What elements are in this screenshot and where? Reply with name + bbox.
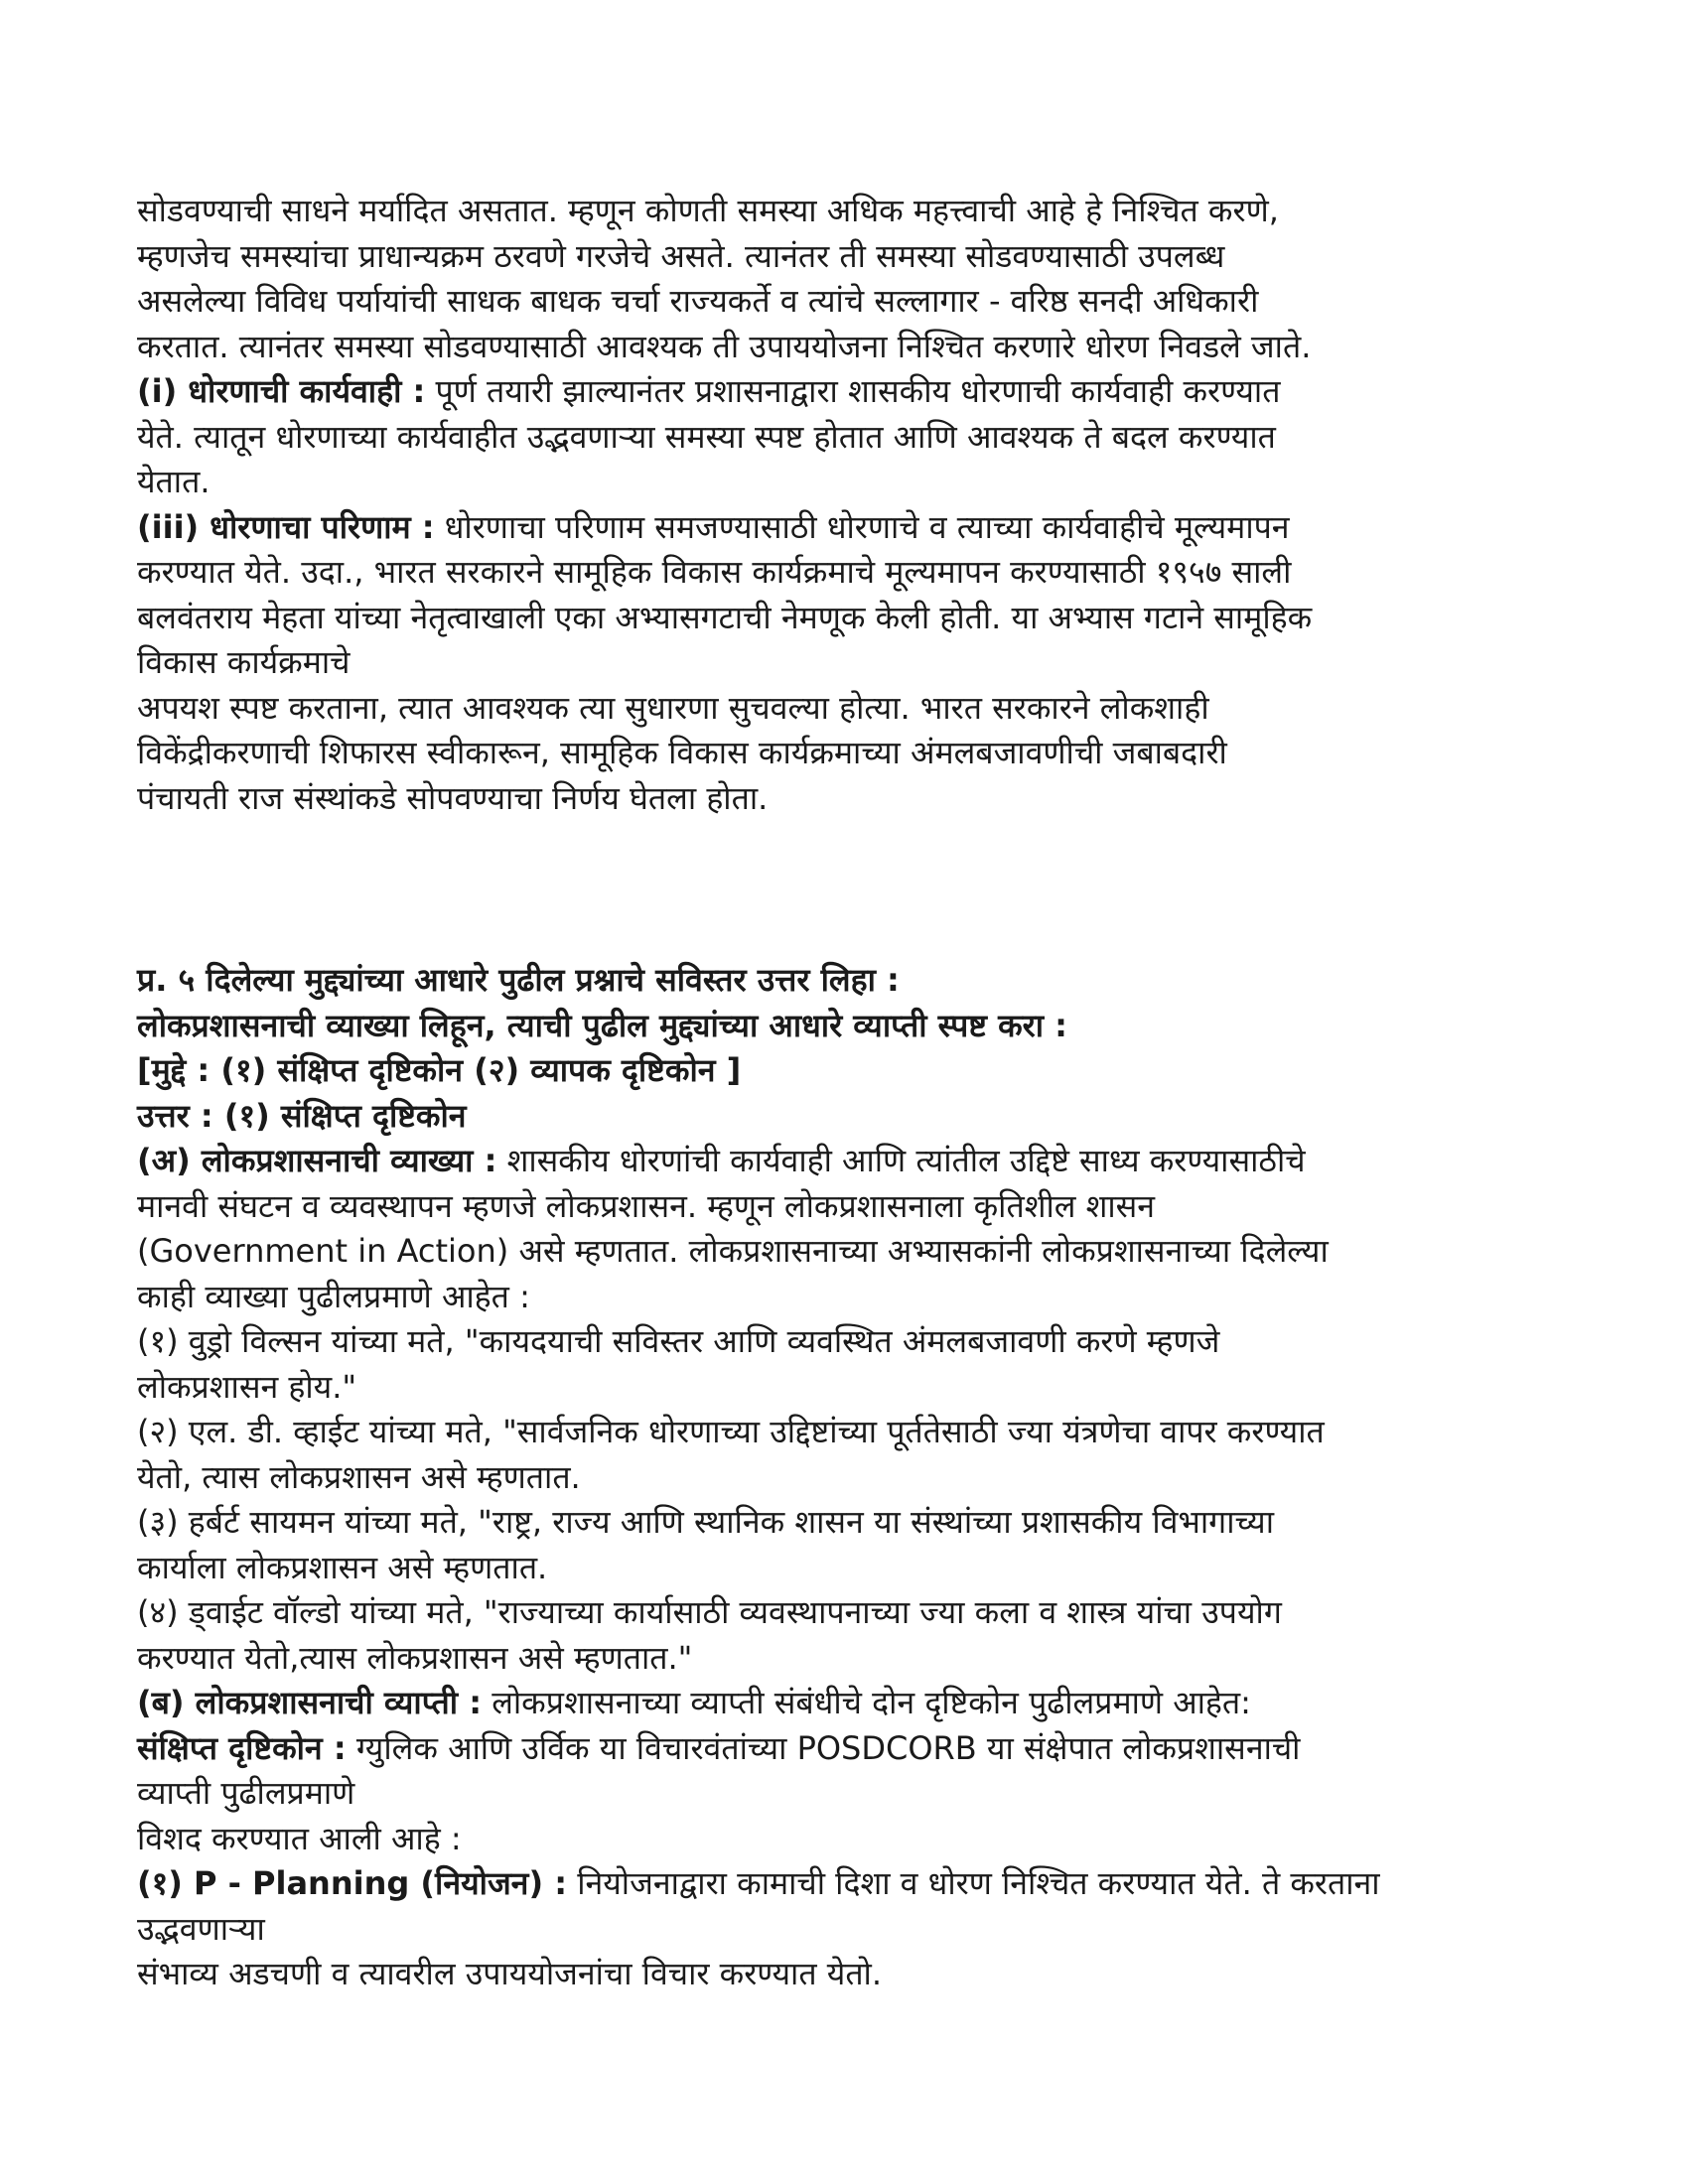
document-page bbox=[137, 189, 1557, 2013]
text-line bbox=[137, 369, 1557, 415]
text-line: उद्भवणाऱ्या bbox=[137, 1909, 265, 1948]
text-line: सोडवण्याची साधने मर्यादित असतात. म्हणून कोणती समस्या अधिक महत्त्वाची आहे हे निश्चित करणे, bbox=[137, 192, 1279, 229]
section-label: (ब) लोकप्रशासनाची व्याप्ती : bbox=[137, 1684, 483, 1721]
section-label: (i) धोरणाची कार्यवाही : bbox=[137, 372, 426, 410]
text-line: विशद करण्यात आली आहे : bbox=[137, 1819, 462, 1857]
answer-heading: उत्तर : (१) संक्षिप्त दृष्टिकोन bbox=[137, 1096, 467, 1135]
text-line: येतात. bbox=[137, 463, 211, 500]
intro-paragraph bbox=[137, 189, 1557, 369]
text-line: व्याप्ती पुढीलप्रमाणे bbox=[137, 1774, 355, 1812]
section-label: संक्षिप्त दृष्टिकोन : bbox=[137, 1728, 347, 1767]
section-text: पूर्ण तयारी झाल्यानंतर प्रशासनाद्वारा शासकीय धोरणाची कार्यवाही करण्यात bbox=[425, 372, 1281, 410]
section-text: लोकप्रशासनाच्या व्याप्ती संबंधीचे दोन दृष्टिकोन पुढीलप्रमाणे आहेत: bbox=[482, 1684, 1251, 1721]
section-spacer bbox=[137, 821, 1557, 958]
text-line: करण्यात येतो,त्यास लोकप्रशासन असे म्हणतात." bbox=[137, 1638, 693, 1677]
text-line: पंचायती राज संस्थांकडे सोपवण्याचा निर्णय घेतला होता. bbox=[137, 778, 769, 817]
definition-section bbox=[137, 1139, 1557, 1681]
section-label: (१) P - Planning (नियोजन) : bbox=[137, 1864, 568, 1902]
text-line: मानवी संघटन व व्यवस्थापन म्हणजे लोकप्रशासन. म्हणून लोकप्रशासनाला कृतिशील शासन bbox=[137, 1186, 1156, 1225]
planning-section bbox=[137, 1861, 1557, 1997]
text-line bbox=[137, 1726, 1557, 1772]
text-line: संभाव्य अडचणी व त्यावरील उपाययोजनांचा विचार करण्यात येतो. bbox=[137, 1955, 883, 1992]
text-line: लोकप्रशासन होय." bbox=[137, 1367, 357, 1406]
text-line: येतो, त्यास लोकप्रशासन असे म्हणतात. bbox=[137, 1457, 581, 1496]
scope-section bbox=[137, 1681, 1557, 1726]
section-label: (iii) धोरणाचा परिणाम : bbox=[137, 507, 435, 546]
text-line: (Government in Action) असे म्हणतात. लोकप्रशासनाच्या अभ्यासकांनी लोकप्रशासनाच्या दिलेल्या bbox=[137, 1232, 1329, 1270]
narrow-view-section bbox=[137, 1726, 1557, 1862]
question-line: [मुद्दे : (१) संक्षिप्त दृष्टिकोन (२) व्यापक दृष्टिकोन ] bbox=[137, 1051, 742, 1089]
text-line: (३) हर्बर्ट सायमन यांच्या मते, "राष्ट्र, राज्य आणि स्थानिक शासन या संस्थांच्या प्रशासकीय विभागाच्या bbox=[137, 1503, 1275, 1541]
section-text: धोरणाचा परिणाम समजण्यासाठी धोरणाचे व त्याच्या कार्यवाहीचे मूल्यमापन bbox=[434, 507, 1290, 546]
text-line: येते. त्यातून धोरणाच्या कार्यवाहीत उद्भवणाऱ्या समस्या स्पष्ट होतात आणि आवश्यक ते बदल करण्यात bbox=[137, 417, 1276, 456]
section-label: (अ) लोकप्रशासनाची व्याख्या : bbox=[137, 1142, 497, 1179]
policy-implementation-section bbox=[137, 369, 1557, 505]
cut-off-text-line bbox=[137, 1997, 1557, 2013]
text-line: काही व्याख्या पुढीलप्रमाणे आहेत : bbox=[137, 1277, 530, 1315]
text-line: (४) ड्वाईट वॉल्डो यांच्या मते, "राज्याच्या कार्यासाठी व्यवस्थापनाच्या ज्या कला व शास्त्र यांचा उपयोग bbox=[137, 1593, 1282, 1631]
text-line: विकास कार्यक्रमाचे bbox=[137, 643, 351, 681]
text-line: असलेल्या विविध पर्यायांची साधक बाधक चर्चा राज्यकर्ते व त्यांचे सल्लागार - वरिष्ठ सनदी अधिकारी bbox=[137, 282, 1259, 320]
text-line: करतात. त्यानंतर समस्या सोडवण्यासाठी आवश्यक ती उपाययोजना निश्चित करणारे धोरण निवडले जाते. bbox=[137, 327, 1312, 365]
policy-result-section bbox=[137, 505, 1557, 822]
text-line: अपयश स्पष्ट करताना, त्यात आवश्यक त्या सुधारणा सुचवल्या होत्या. भारत सरकारने लोकशाही bbox=[137, 688, 1209, 727]
question-heading bbox=[137, 958, 1557, 1139]
text-line bbox=[137, 1681, 1557, 1726]
text-line: (१) वुड्रो विल्सन यांच्या मते, "कायदयाची सविस्तर आणि व्यवस्थित अंमलबजावणी करणे म्हणजे bbox=[137, 1322, 1220, 1360]
question-line: लोकप्रशासनाची व्याख्या लिहून, त्याची पुढील मुद्द्यांच्या आधारे व्याप्ती स्पष्ट करा : bbox=[137, 1006, 1067, 1044]
section-text: ग्युलिक आणि उर्विक या विचारवंतांच्या POSDCORB या संक्षेपात लोकप्रशासनाची bbox=[346, 1728, 1301, 1767]
text-line bbox=[137, 1139, 1557, 1184]
text-line: कार्याला लोकप्रशासन असे म्हणतात. bbox=[137, 1548, 548, 1586]
text-line bbox=[137, 505, 1557, 551]
text-line bbox=[137, 1861, 1557, 1907]
text-line: (२) एल. डी. व्हाईट यांच्या मते, "सार्वजनिक धोरणाच्या उद्दिष्टांच्या पूर्ततेसाठी ज्या यंत्रणेचा वापर करण्यात bbox=[137, 1413, 1325, 1450]
section-text: शासकीय धोरणांची कार्यवाही आणि त्यांतील उद्दिष्टे साध्य करण्यासाठीचे bbox=[496, 1142, 1306, 1179]
text-line: करण्यात येते. उदा., भारत सरकारने सामूहिक विकास कार्यक्रमाचे मूल्यमापन करण्यासाठी १९५७ साली bbox=[137, 553, 1292, 591]
text-line: विकेंद्रीकरणाची शिफारस स्वीकारून, सामूहिक विकास कार्यक्रमाच्या अंमलबजावणीची जबाबदारी bbox=[137, 734, 1227, 771]
question-line: प्र. ५ दिलेल्या मुद्द्यांच्या आधारे पुढील प्रश्नाचे सविस्तर उत्तर लिहा : bbox=[137, 961, 900, 999]
text-line: बलवंतराय मेहता यांच्या नेतृत्वाखाली एका अभ्यासगटाची नेमणूक केली होती. या अभ्यास गटाने सामूहिक bbox=[137, 598, 1313, 636]
text-line: म्हणजेच समस्यांचा प्राधान्यक्रम ठरवणे गरजेचे असते. त्यानंतर ती समस्या सोडवण्यासाठी उपलब्ध bbox=[137, 236, 1225, 275]
section-text: नियोजनाद्वारा कामाची दिशा व धोरण निश्चित करण्यात येते. ते करताना bbox=[567, 1864, 1380, 1902]
